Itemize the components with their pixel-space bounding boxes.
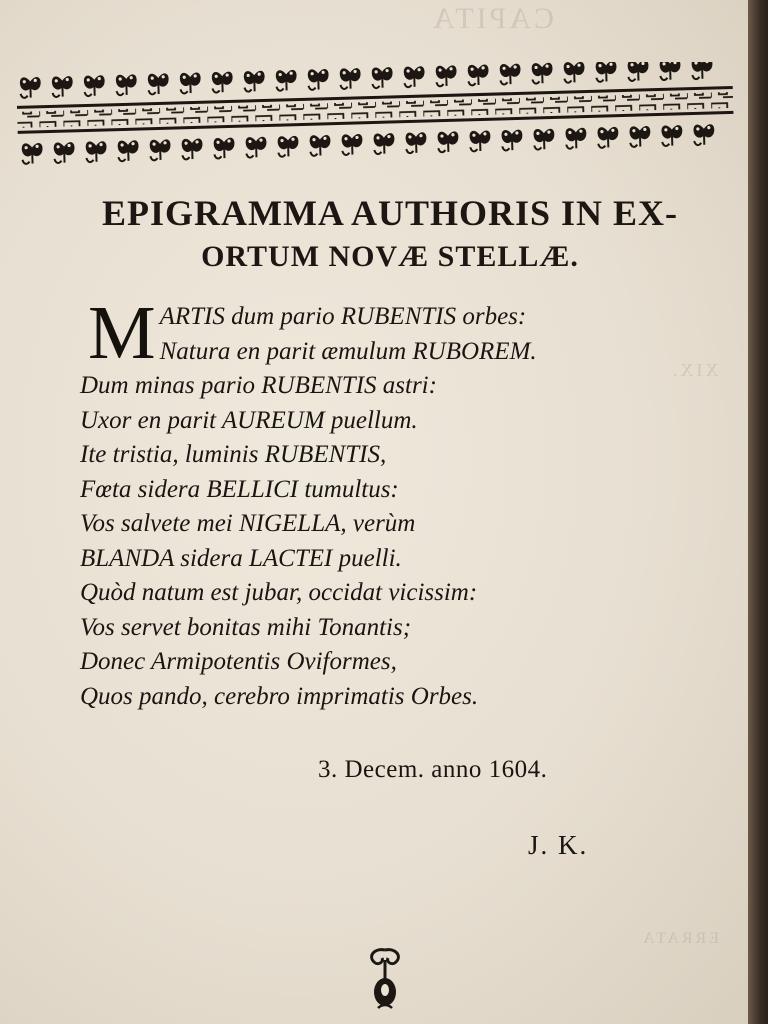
author-initials: J. K.	[528, 830, 589, 860]
poem-line: Quòd natum est jubar, occidat vicissim:	[80, 579, 478, 606]
poem-line: Ite tristia, luminis RUBENTIS,	[80, 441, 387, 468]
show-through-text: XIX.	[670, 360, 719, 380]
ornamental-border	[14, 62, 740, 194]
drop-cap: M	[88, 291, 156, 375]
poem-line: ARTIS dum pario RUBENTIS orbes:	[159, 303, 527, 330]
title-line-2: ORTUM NOVÆ STELLÆ.	[201, 240, 579, 273]
poem-line: Donec Armipotentis Oviformes,	[80, 648, 397, 675]
show-through-text: CAPITA	[430, 2, 554, 35]
date-line: 3. Decem. anno 1604.	[318, 756, 548, 783]
title-line-1: EPIGRAMMA AUTHORIS IN EX-	[101, 193, 679, 233]
poem-line: Vos servet bonitas mihi Tonantis;	[80, 613, 412, 641]
poem-line: Quos pando, cerebro imprimatis Orbes.	[80, 682, 479, 710]
epigram-poem	[80, 291, 700, 714]
poem-line: Dum minas pario RUBENTIS astri:	[80, 372, 437, 399]
poem-line: Natura en parit æmulum RUBOREM.	[159, 337, 537, 365]
show-through-text: ERRATA	[640, 930, 719, 947]
tailpiece-ornament	[362, 946, 408, 1012]
poem-line: Vos salvete mei NIGELLA, verùm	[80, 510, 416, 537]
book-edge	[748, 0, 768, 1024]
poem-line: BLANDA sidera LACTEI puelli.	[80, 544, 402, 572]
poem-line: Fœta sidera BELLICI tumultus:	[80, 475, 399, 503]
poem-line: Uxor en parit AUREUM puellum.	[80, 406, 418, 434]
